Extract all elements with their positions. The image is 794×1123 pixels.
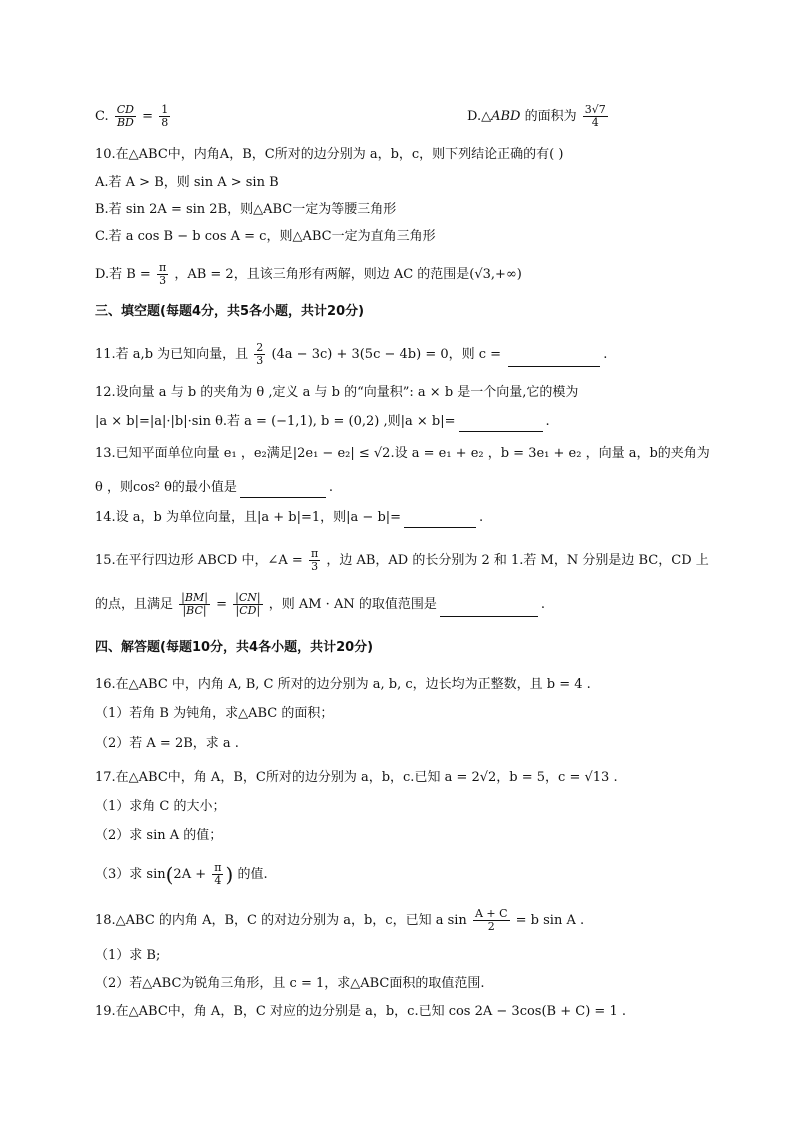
q9-options-row [95, 104, 699, 129]
q18-part-1: （1）求 B; [95, 948, 161, 963]
q10-option-d: D.若 B = $\frac{\pi}{3}$ ，AB = 2，且该三角形有两解，则边 AC 的范围是(√3,+∞) [95, 261, 522, 287]
answer-blank[interactable] [459, 417, 543, 432]
q9-option-d: D.△ABD 的面积为 $\frac{3√7}{4}$ [467, 103, 606, 129]
q17-part-1: （1）求角 C 的大小； [95, 799, 226, 814]
q10-stem: 10.在△ABC中，内角A，B，C所对的边分别为 a，b，c，则下列结论正确的有( ) [95, 147, 564, 162]
q10-option-b: B.若 sin 2A = sin 2B，则△ABC一定为等腰三角形 [95, 202, 397, 217]
q12-line-2: |a × b|=|a|·|b|·sin θ.若 a = (−1,1), b = (0,2) ,则|a × b|= . [95, 412, 699, 432]
q10-option-c: C.若 a cos B − b cos A = c，则△ABC一定为直角三角形 [95, 229, 436, 244]
q19-stem: 19.在△ABC中，角 A，B，C 对应的边分别是 a，b，c.已知 cos 2A − 3cos(B + C) = 1 . [95, 1004, 626, 1019]
answer-blank[interactable] [508, 352, 600, 367]
q17-stem: 17.在△ABC中，角 A，B，C所对的边分别为 a，b，c.已知 a = 2√2，b = 5，c = √13 . [95, 770, 618, 785]
q9-option-c: C. $\frac{CD}{BD}$ = $\frac{1}{8}$ [95, 103, 169, 129]
q15-line-1: 15.在平行四边形 ABCD 中，∠A = $\frac{\pi}{3}$ ，边 AB，AD 的长分别为 2 和 1.若 M，N 分别是边 BC，CD 上 [95, 547, 709, 573]
answer-blank[interactable] [404, 513, 476, 528]
section-3-heading: 三、填空题(每题4分，共5各小题，共计20分) [95, 304, 365, 319]
answer-blank[interactable] [240, 483, 326, 498]
q17-part-3: （3）求 sin(2A + $\frac{\pi}{4}$ ) 的值. [95, 861, 268, 887]
q16-part-1: （1）若角 B 为钝角，求△ABC 的面积； [95, 706, 334, 721]
q10-option-a: A.若 A > B，则 sin A > sin B [95, 175, 279, 190]
section-4-heading: 四、解答题(每题10分，共4各小题，共计20分) [95, 640, 374, 655]
q17-part-2: （2）求 sin A 的值； [95, 828, 223, 843]
q13-line-1: 13.已知平面单位向量 e₁ ，e₂满足|2e₁ − e₂| ≤ √2.设 a = e₁ + e₂ ，b = 3e₁ + e₂ ，向量 a，b的夹角为 [95, 446, 710, 461]
q12-line-1: 12.设向量 a 与 b 的夹角为 θ ,定义 a 与 b 的“向量积”: a × b 是一个向量,它的模为 [95, 385, 579, 400]
q18-stem: 18.△ABC 的内角 A，B，C 的对边分别为 a，b，c，已知 a sin $\frac{A + C}{2}$ = b sin A . [95, 907, 585, 933]
q15-line-2: 的点，且满足 $\frac{|BM|}{|BC|}$ = $\frac{|CN|}{|CD|}$ ，则 AM · AN 的取值范围是 . [95, 591, 545, 617]
q14: 14.设 a，b 为单位向量，且|a + b|=1，则|a − b|= . [95, 508, 699, 528]
q16-part-2: （2）若 A = 2B，求 a . [95, 736, 239, 751]
answer-blank[interactable] [440, 602, 538, 617]
q18-part-2: （2）若△ABC为锐角三角形，且 c = 1，求△ABC面积的取值范围. [95, 976, 485, 991]
q11: 11.若 a,b 为已知向量，且 $\frac{2}{3}$ (4a − 3c) + 3(5c − 4b) = 0，则 c = . [95, 341, 608, 367]
q13-line-2: θ ，则cos² θ的最小值是 . [95, 478, 699, 498]
q16-stem: 16.在△ABC 中，内角 A, B, C 所对的边分别为 a, b, c，边长均为正整数，且 b = 4 . [95, 677, 591, 692]
